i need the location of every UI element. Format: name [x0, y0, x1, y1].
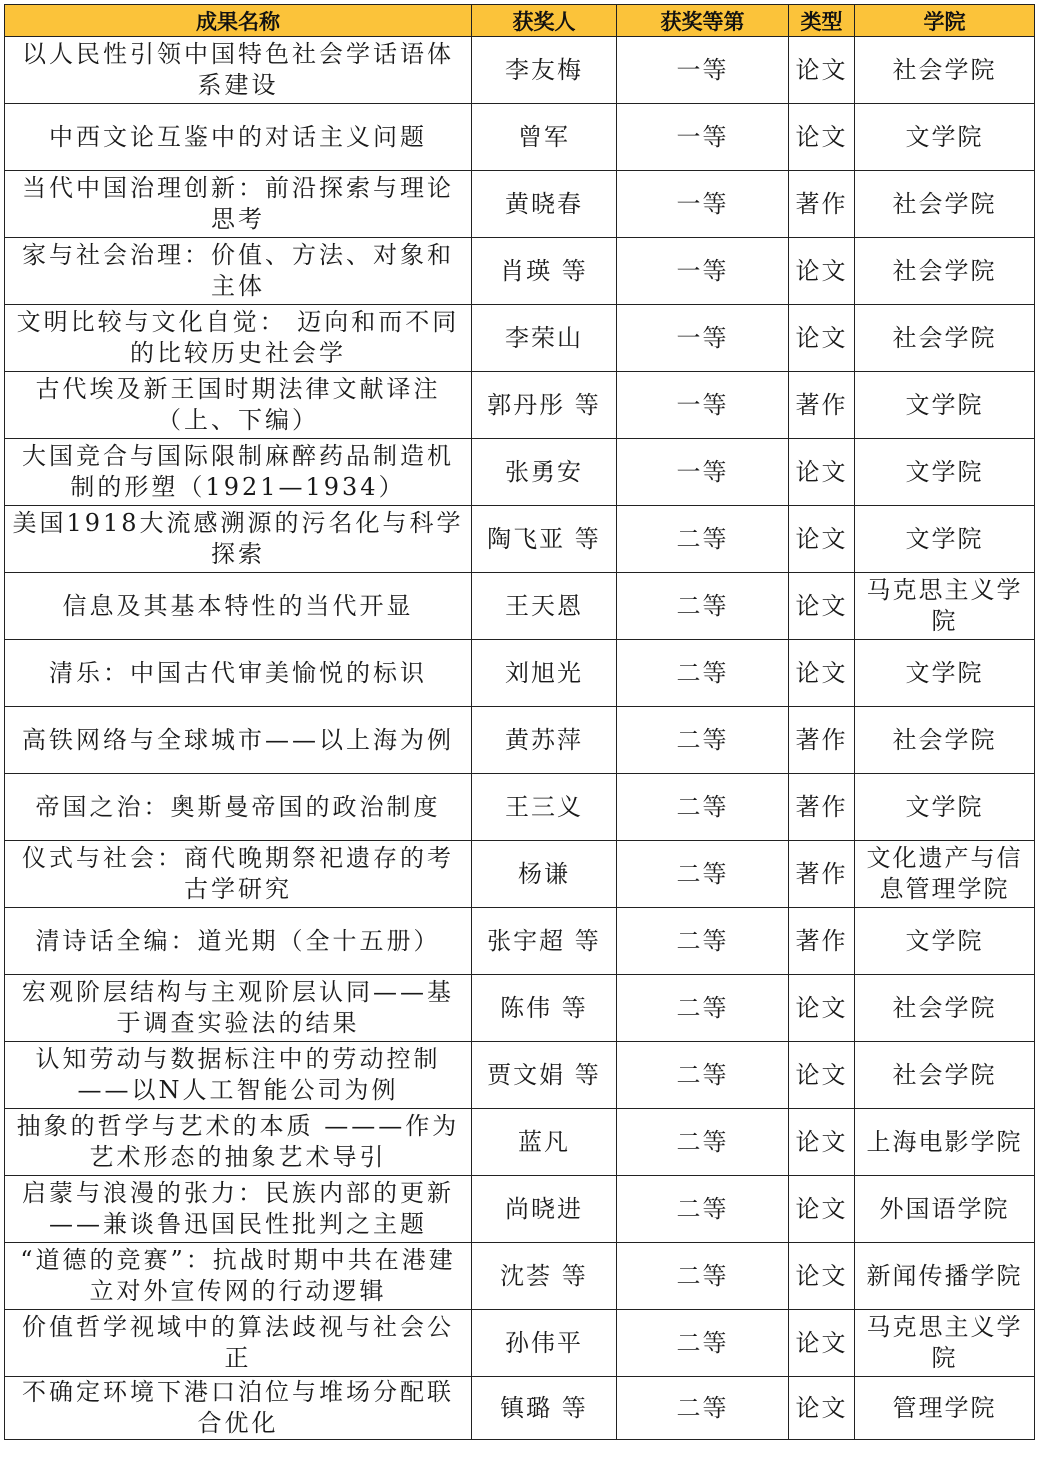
cell-name: 价值哲学视域中的算法歧视与社会公正 — [5, 1310, 472, 1377]
cell-college: 社会学院 — [855, 37, 1035, 104]
cell-college: 新闻传播学院 — [855, 1243, 1035, 1310]
cell-type: 著作 — [789, 908, 855, 975]
cell-name: 文明比较与文化自觉： 迈向和而不同的比较历史社会学 — [5, 305, 472, 372]
cell-name: 美国1918大流感溯源的污名化与科学探索 — [5, 506, 472, 573]
cell-winner: 陶飞亚 等 — [472, 506, 617, 573]
cell-type: 论文 — [789, 1109, 855, 1176]
cell-winner: 黄苏萍 — [472, 707, 617, 774]
table-row — [5, 1310, 1035, 1377]
cell-name: 帝国之治：奥斯曼帝国的政治制度 — [5, 774, 472, 841]
cell-name: “道德的竞赛”：抗战时期中共在港建立对外宣传网的行动逻辑 — [5, 1243, 472, 1310]
table-row — [5, 841, 1035, 908]
cell-type: 著作 — [789, 372, 855, 439]
cell-winner: 李荣山 — [472, 305, 617, 372]
cell-level: 二等 — [617, 506, 789, 573]
cell-type: 论文 — [789, 37, 855, 104]
table-body — [5, 37, 1035, 1440]
table-row — [5, 372, 1035, 439]
table-row — [5, 238, 1035, 305]
cell-name: 启蒙与浪漫的张力：民族内部的更新——兼谈鲁迅国民性批判之主题 — [5, 1176, 472, 1243]
cell-level: 二等 — [617, 707, 789, 774]
cell-type: 著作 — [789, 171, 855, 238]
cell-type: 论文 — [789, 1377, 855, 1440]
cell-college: 文化遗产与信息管理学院 — [855, 841, 1035, 908]
cell-level: 二等 — [617, 1377, 789, 1440]
cell-winner: 杨谦 — [472, 841, 617, 908]
cell-winner: 镇璐 等 — [472, 1377, 617, 1440]
cell-level: 二等 — [617, 841, 789, 908]
cell-type: 论文 — [789, 506, 855, 573]
header-level: 获奖等第 — [617, 5, 789, 37]
cell-winner: 李友梅 — [472, 37, 617, 104]
cell-name: 不确定环境下港口泊位与堆场分配联合优化 — [5, 1377, 472, 1440]
cell-type: 论文 — [789, 238, 855, 305]
cell-level: 一等 — [617, 439, 789, 506]
cell-level: 二等 — [617, 975, 789, 1042]
table-row — [5, 908, 1035, 975]
header-type: 类型 — [789, 5, 855, 37]
table-row — [5, 573, 1035, 640]
header-college: 学院 — [855, 5, 1035, 37]
cell-winner: 尚晓进 — [472, 1176, 617, 1243]
header-name: 成果名称 — [5, 5, 472, 37]
cell-winner: 曾军 — [472, 104, 617, 171]
cell-winner: 蓝凡 — [472, 1109, 617, 1176]
cell-type: 论文 — [789, 1176, 855, 1243]
cell-name: 仪式与社会：商代晚期祭祀遗存的考古学研究 — [5, 841, 472, 908]
cell-name: 抽象的哲学与艺术的本质 ———作为艺术形态的抽象艺术导引 — [5, 1109, 472, 1176]
cell-winner: 贾文娟 等 — [472, 1042, 617, 1109]
cell-level: 一等 — [617, 171, 789, 238]
cell-winner: 郭丹彤 等 — [472, 372, 617, 439]
cell-winner: 张勇安 — [472, 439, 617, 506]
awards-table — [4, 4, 1035, 1440]
cell-college: 社会学院 — [855, 171, 1035, 238]
cell-winner: 王三义 — [472, 774, 617, 841]
cell-college: 社会学院 — [855, 1042, 1035, 1109]
cell-college: 社会学院 — [855, 975, 1035, 1042]
table-header — [5, 5, 1035, 37]
cell-level: 二等 — [617, 1310, 789, 1377]
table-row — [5, 171, 1035, 238]
cell-winner: 张宇超 等 — [472, 908, 617, 975]
cell-type: 著作 — [789, 841, 855, 908]
cell-winner: 黄晓春 — [472, 171, 617, 238]
cell-type: 论文 — [789, 305, 855, 372]
cell-name: 当代中国治理创新：前沿探索与理论思考 — [5, 171, 472, 238]
cell-level: 一等 — [617, 305, 789, 372]
cell-type: 论文 — [789, 1310, 855, 1377]
cell-type: 论文 — [789, 439, 855, 506]
cell-level: 二等 — [617, 1042, 789, 1109]
table-row — [5, 1176, 1035, 1243]
cell-winner: 肖瑛 等 — [472, 238, 617, 305]
cell-type: 论文 — [789, 573, 855, 640]
cell-winner: 刘旭光 — [472, 640, 617, 707]
table-row — [5, 439, 1035, 506]
cell-winner: 王天恩 — [472, 573, 617, 640]
cell-winner: 孙伟平 — [472, 1310, 617, 1377]
cell-college: 文学院 — [855, 439, 1035, 506]
cell-college: 马克思主义学院 — [855, 1310, 1035, 1377]
cell-level: 二等 — [617, 774, 789, 841]
table-row — [5, 506, 1035, 573]
cell-type: 论文 — [789, 1042, 855, 1109]
cell-level: 二等 — [617, 1176, 789, 1243]
table-row — [5, 104, 1035, 171]
cell-college: 社会学院 — [855, 305, 1035, 372]
cell-college: 文学院 — [855, 908, 1035, 975]
cell-name: 家与社会治理：价值、方法、对象和主体 — [5, 238, 472, 305]
cell-name: 信息及其基本特性的当代开显 — [5, 573, 472, 640]
cell-college: 社会学院 — [855, 707, 1035, 774]
cell-level: 二等 — [617, 1109, 789, 1176]
cell-level: 一等 — [617, 238, 789, 305]
cell-college: 管理学院 — [855, 1377, 1035, 1440]
cell-type: 著作 — [789, 774, 855, 841]
header-winner: 获奖人 — [472, 5, 617, 37]
cell-college: 文学院 — [855, 372, 1035, 439]
cell-college: 文学院 — [855, 506, 1035, 573]
table-row — [5, 707, 1035, 774]
cell-name: 大国竞合与国际限制麻醉药品制造机制的形塑（1921—1934） — [5, 439, 472, 506]
cell-name: 中西文论互鉴中的对话主义问题 — [5, 104, 472, 171]
cell-college: 文学院 — [855, 104, 1035, 171]
cell-level: 一等 — [617, 372, 789, 439]
table-row — [5, 640, 1035, 707]
table-row — [5, 305, 1035, 372]
cell-level: 一等 — [617, 37, 789, 104]
cell-winner: 陈伟 等 — [472, 975, 617, 1042]
cell-type: 论文 — [789, 975, 855, 1042]
cell-college: 上海电影学院 — [855, 1109, 1035, 1176]
table-row — [5, 1109, 1035, 1176]
cell-type: 论文 — [789, 104, 855, 171]
cell-name: 清乐：中国古代审美愉悦的标识 — [5, 640, 472, 707]
cell-level: 一等 — [617, 104, 789, 171]
cell-name: 古代埃及新王国时期法律文献译注（上、下编） — [5, 372, 472, 439]
table-row — [5, 37, 1035, 104]
cell-level: 二等 — [617, 908, 789, 975]
cell-name: 宏观阶层结构与主观阶层认同——基于调查实验法的结果 — [5, 975, 472, 1042]
cell-level: 二等 — [617, 1243, 789, 1310]
cell-level: 二等 — [617, 573, 789, 640]
cell-name: 高铁网络与全球城市——以上海为例 — [5, 707, 472, 774]
cell-type: 论文 — [789, 640, 855, 707]
table-row — [5, 1042, 1035, 1109]
cell-college: 马克思主义学院 — [855, 573, 1035, 640]
table-row — [5, 774, 1035, 841]
table-row — [5, 975, 1035, 1042]
cell-college: 文学院 — [855, 774, 1035, 841]
table-row — [5, 1243, 1035, 1310]
cell-college: 社会学院 — [855, 238, 1035, 305]
table-row — [5, 1377, 1035, 1440]
cell-winner: 沈荟 等 — [472, 1243, 617, 1310]
cell-level: 二等 — [617, 640, 789, 707]
cell-name: 清诗话全编：道光期（全十五册） — [5, 908, 472, 975]
cell-name: 以人民性引领中国特色社会学话语体系建设 — [5, 37, 472, 104]
cell-college: 文学院 — [855, 640, 1035, 707]
cell-type: 著作 — [789, 707, 855, 774]
header-row — [5, 5, 1035, 37]
cell-name: 认知劳动与数据标注中的劳动控制——以N人工智能公司为例 — [5, 1042, 472, 1109]
cell-type: 论文 — [789, 1243, 855, 1310]
cell-college: 外国语学院 — [855, 1176, 1035, 1243]
